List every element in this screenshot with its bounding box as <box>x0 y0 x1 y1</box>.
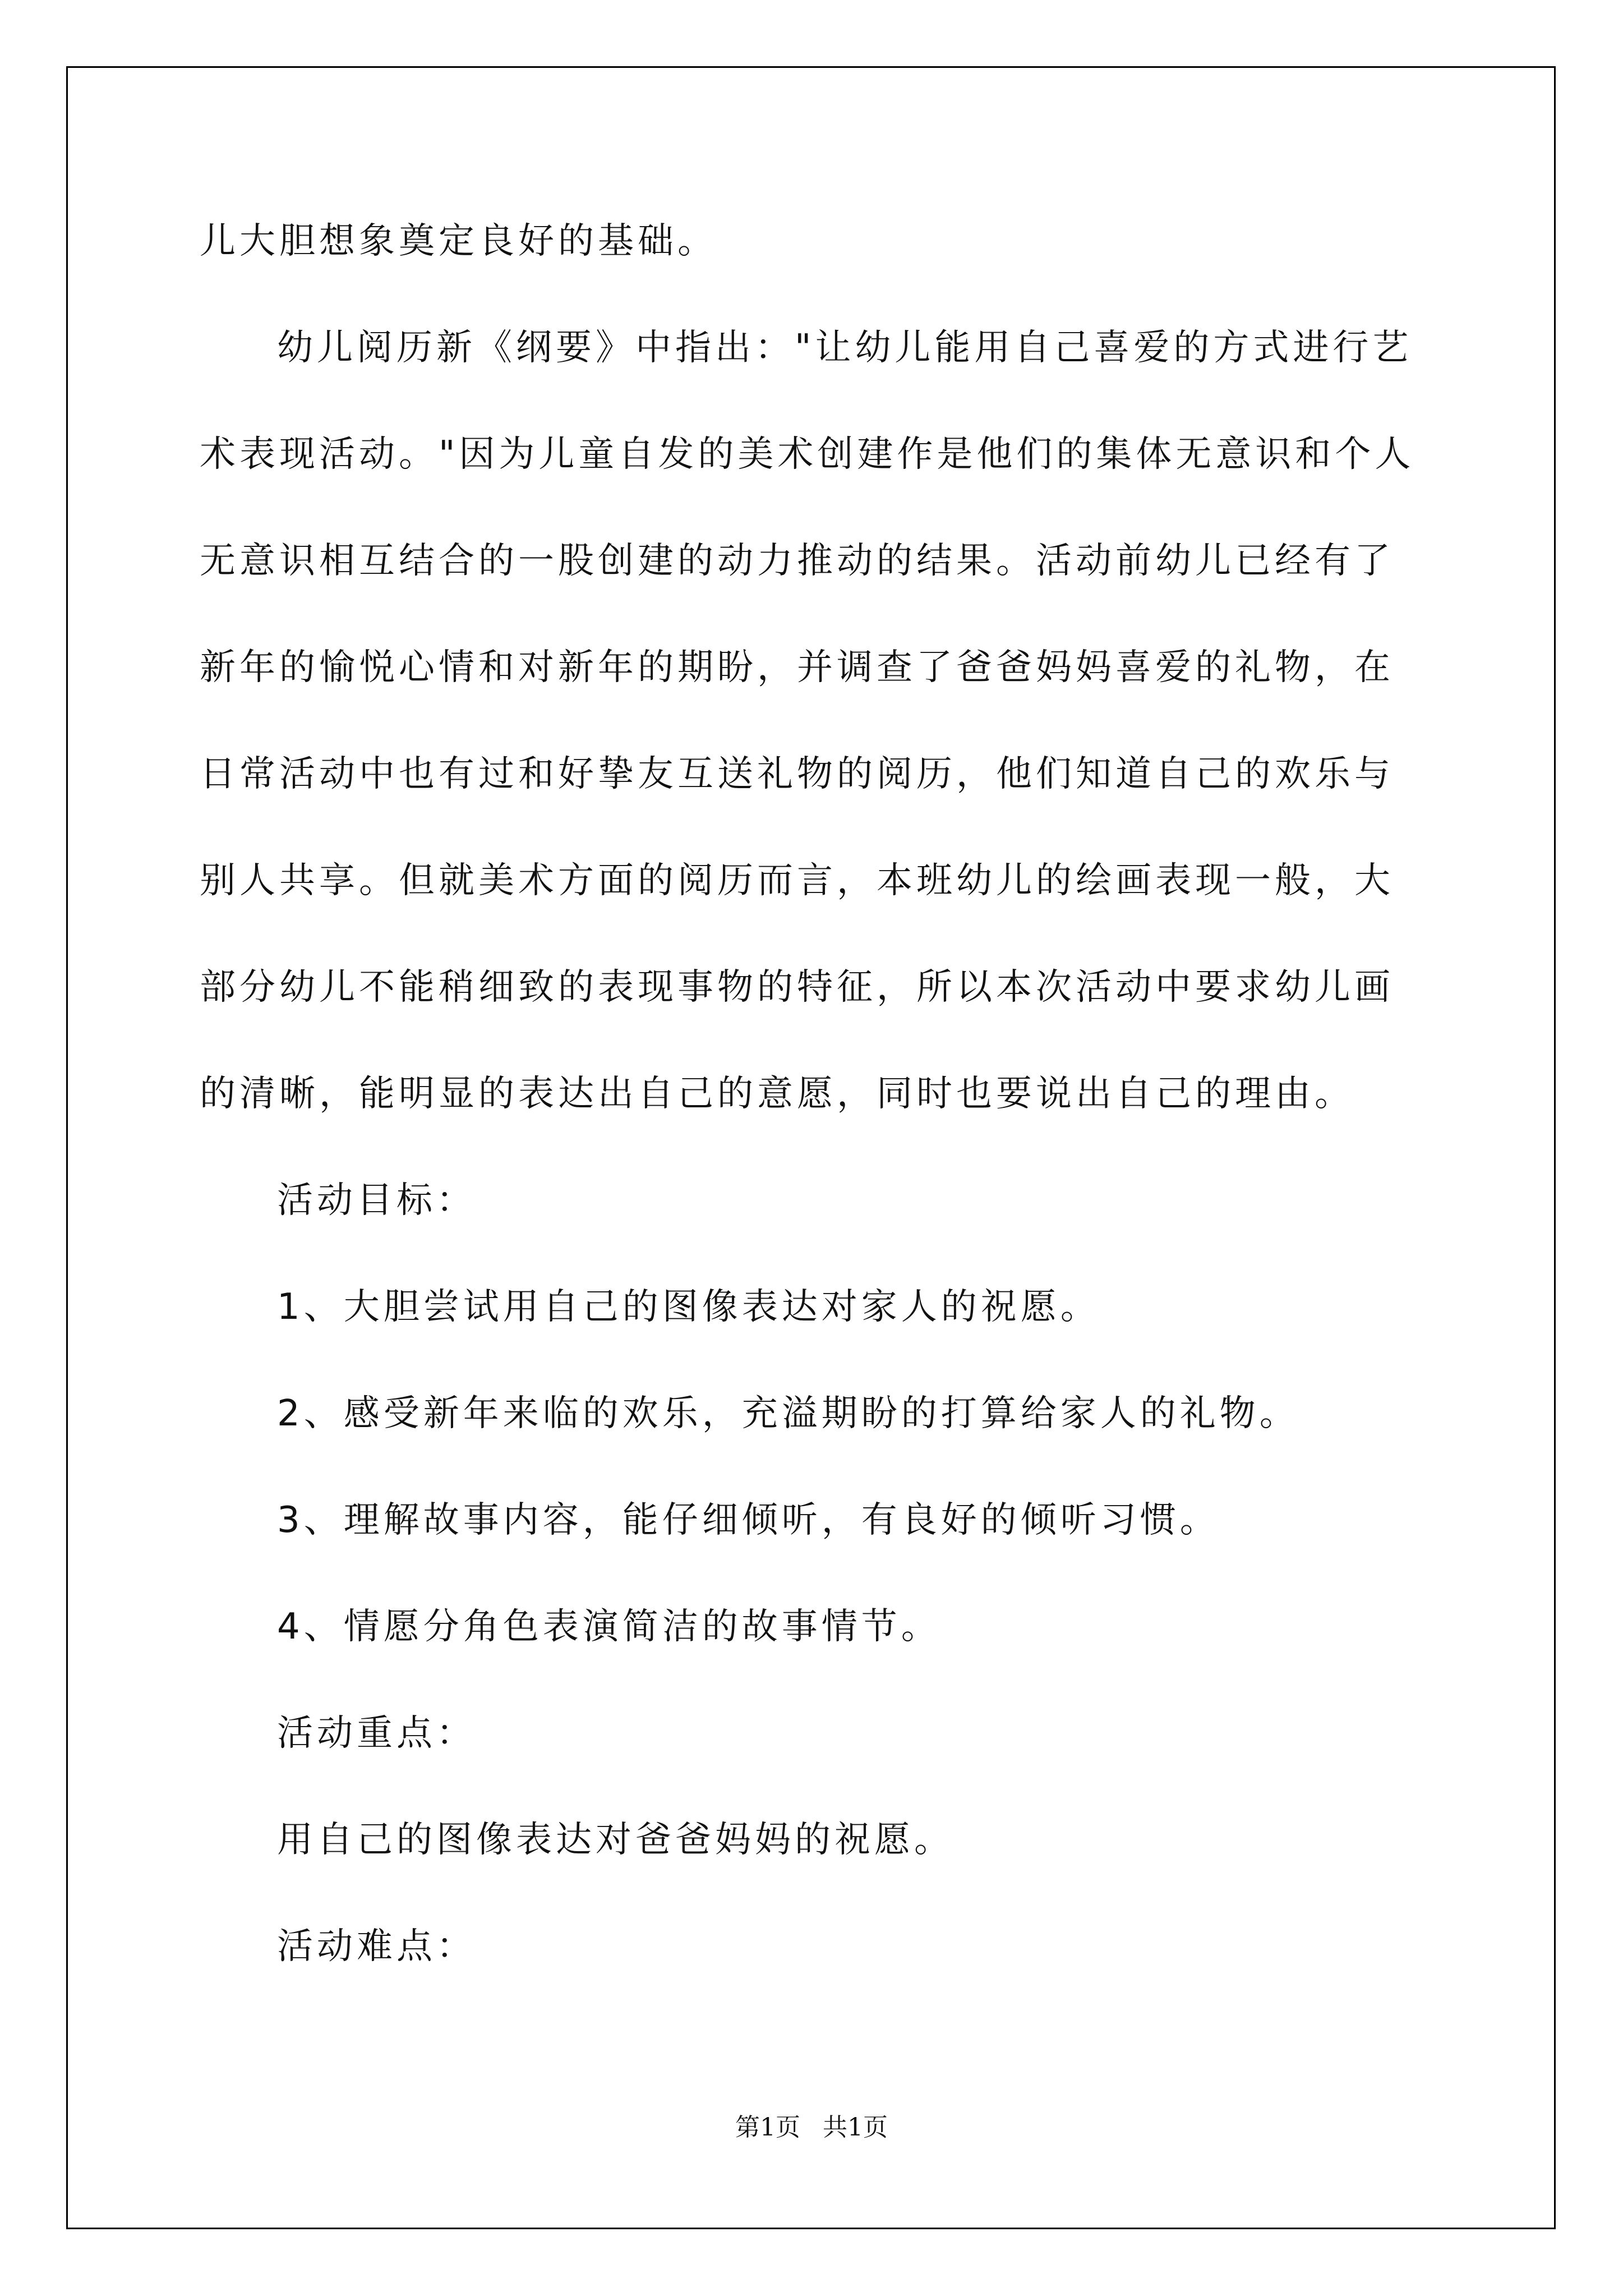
section-heading: 活动目标： <box>277 1180 476 1221</box>
body-line: 部分幼儿不能稍细致的表现事物的特征，所以本次活动中要求幼儿画 <box>200 967 1394 1008</box>
body-line: 用自己的图像表达对爸爸妈妈的祝愿。 <box>277 1819 954 1861</box>
list-item: 2、感受新年来临的欢乐，充溢期盼的打算给家人的礼物。 <box>277 1393 1299 1434</box>
body-line: 的清晰，能明显的表达出自己的意愿，同时也要说出自己的理由。 <box>200 1073 1354 1115</box>
page-border <box>66 66 1556 2229</box>
body-line: 幼儿阅历新《纲要》中指出："让幼儿能用自己喜爱的方式进行艺 <box>277 327 1413 369</box>
section-heading: 活动重点： <box>277 1713 476 1754</box>
body-line: 新年的愉悦心情和对新年的期盼，并调查了爸爸妈妈喜爱的礼物，在 <box>200 647 1394 688</box>
section-heading: 活动难点： <box>277 1926 476 1967</box>
page-footer <box>0 2112 1623 2143</box>
body-line: 儿大胆想象奠定良好的基础。 <box>200 220 717 262</box>
body-line: 无意识相互结合的一股创建的动力推动的结果。活动前幼儿已经有了 <box>200 540 1394 582</box>
list-item: 1、大胆尝试用自己的图像表达对家人的祝愿。 <box>277 1286 1100 1328</box>
list-item: 4、情愿分角色表演简洁的故事情节。 <box>277 1606 941 1648</box>
body-line: 术表现活动。"因为儿童自发的美术创建作是他们的集体无意识和个人 <box>200 434 1415 475</box>
list-item: 3、理解故事内容，能仔细倾听，有良好的倾听习惯。 <box>277 1499 1220 1541</box>
page-total: 共1页 <box>823 2113 888 2142</box>
body-line: 日常活动中也有过和好挚友互送礼物的阅历，他们知道自己的欢乐与 <box>200 753 1394 795</box>
page-number: 第1页 <box>735 2113 800 2142</box>
body-line: 别人共享。但就美术方面的阅历而言，本班幼儿的绘画表现一般，大 <box>200 860 1394 901</box>
